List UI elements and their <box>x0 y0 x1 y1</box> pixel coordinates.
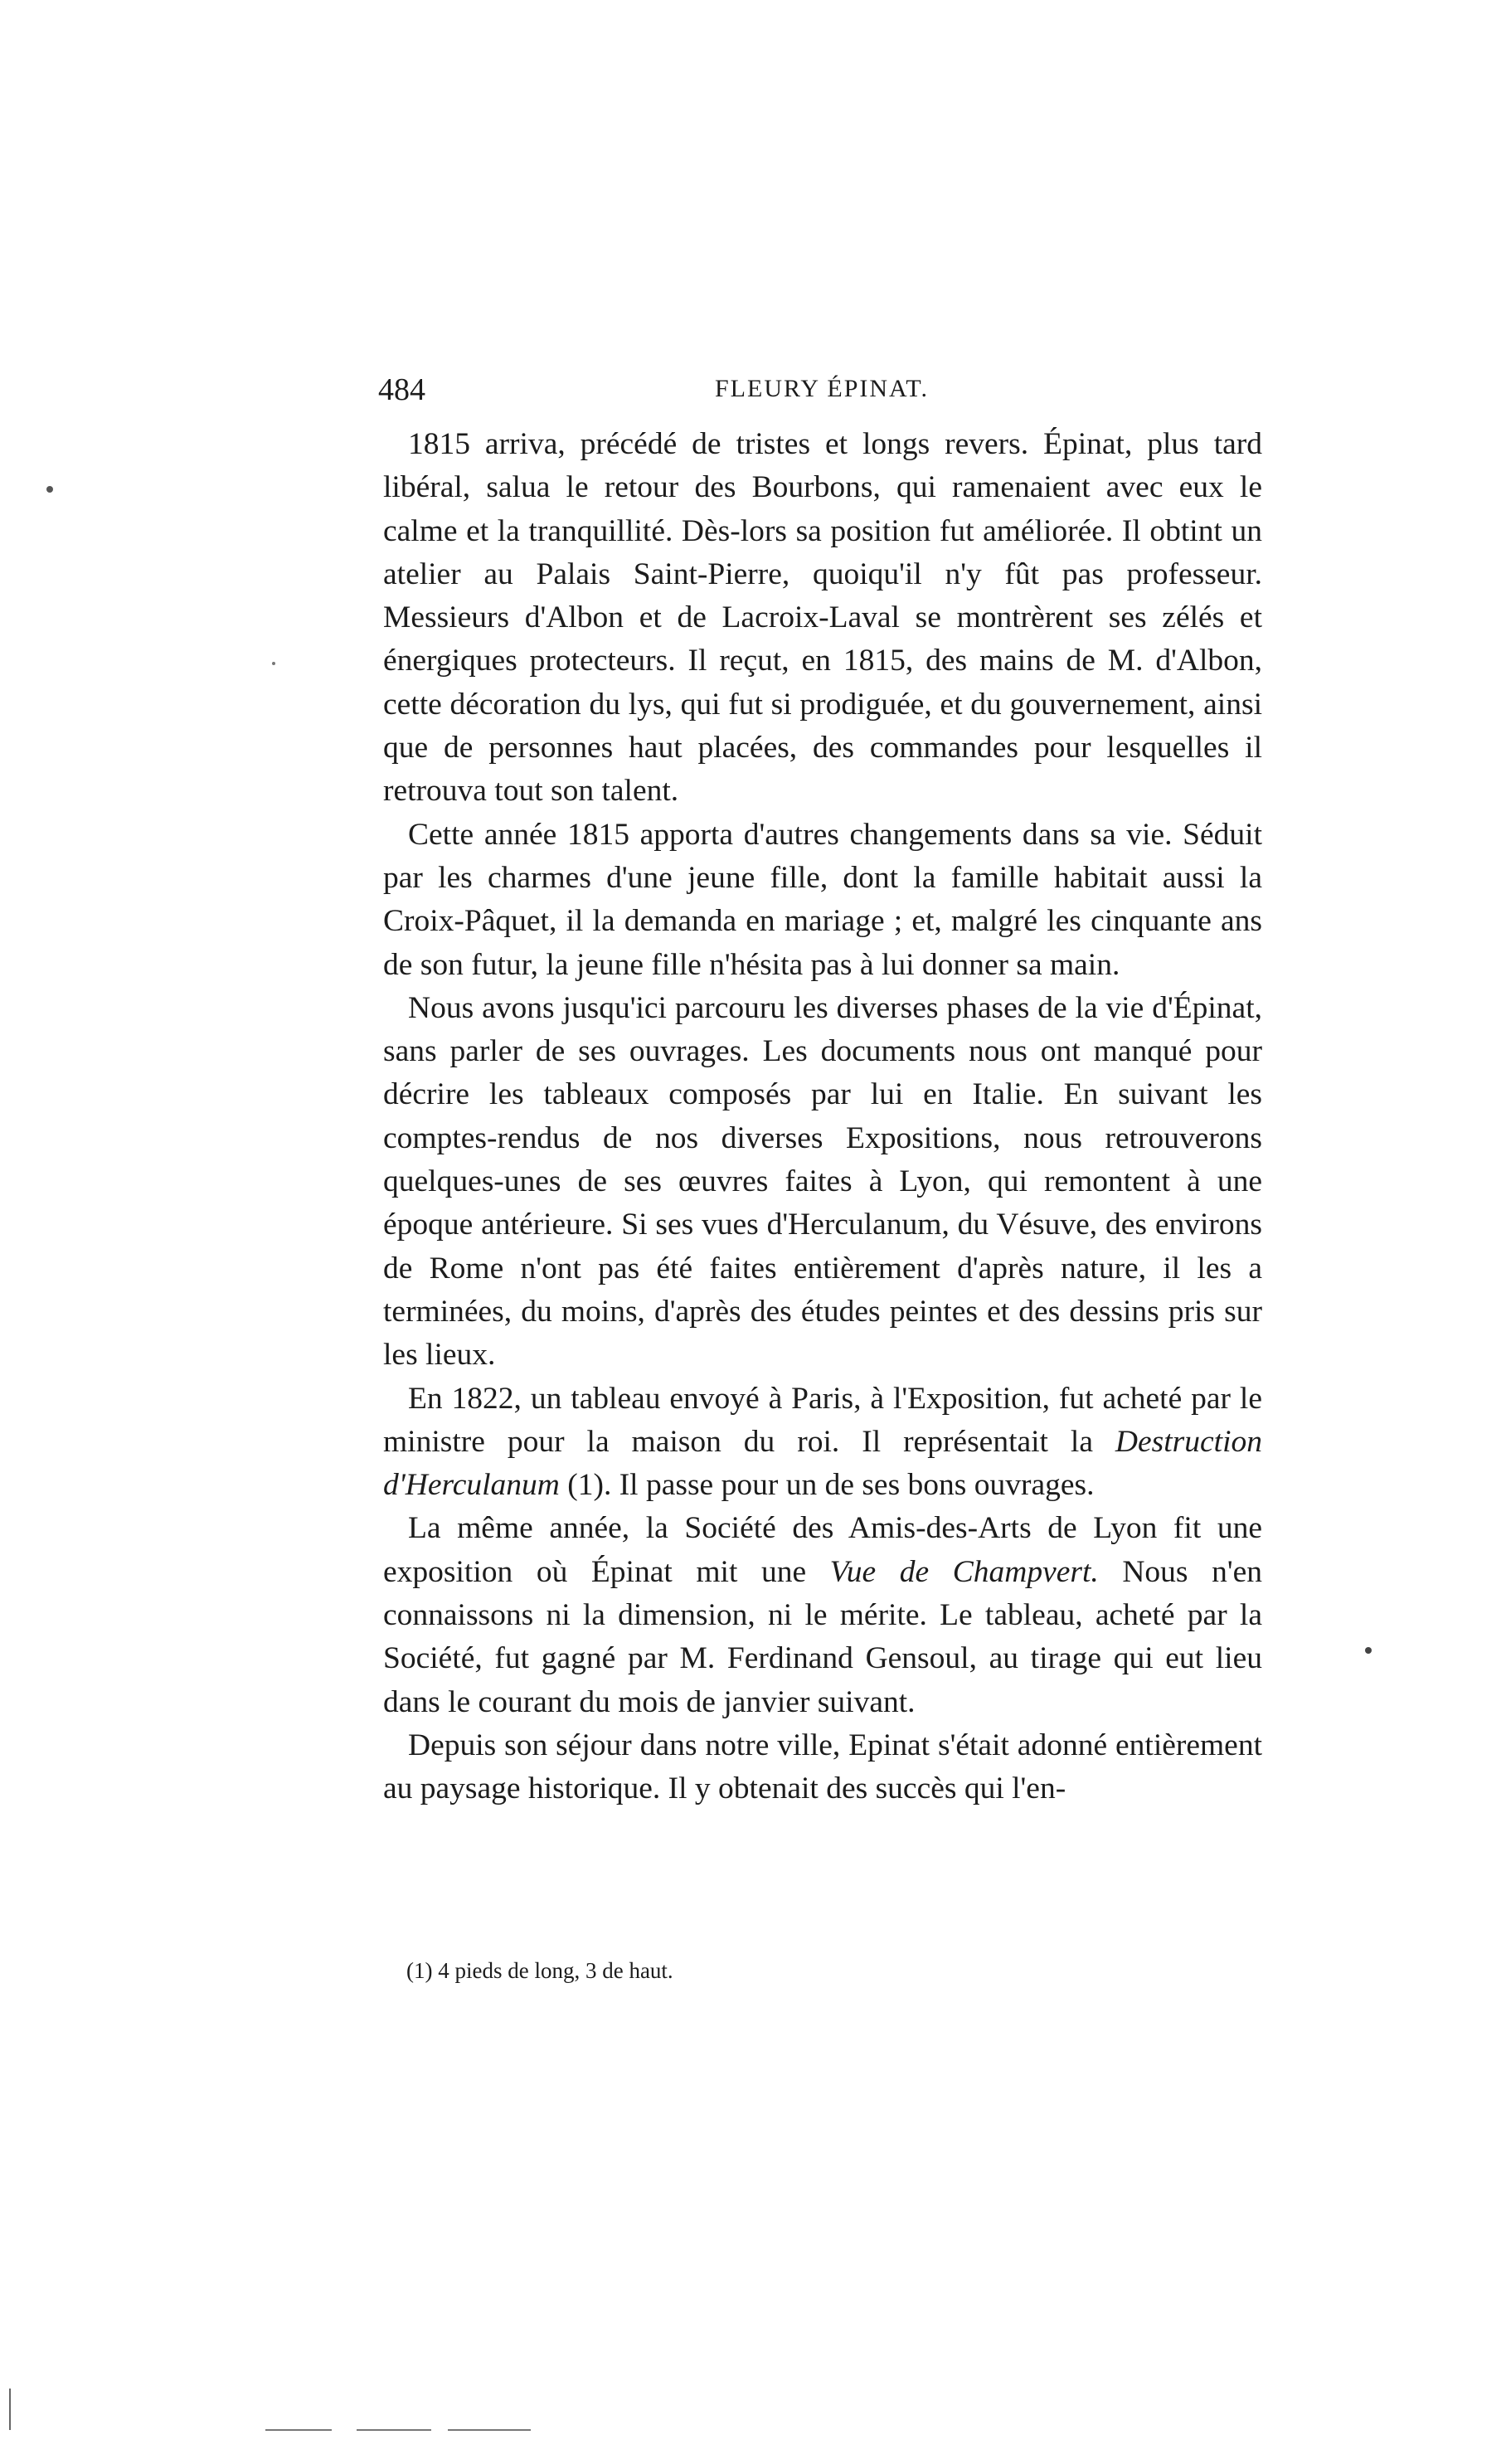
paragraph-3: Nous avons jusqu'ici parcouru les diverses phases de la vie d'Épinat, sans parler de ses ouvrages. Les documents nous ont manqué pour décrire les tableaux composés par lui en Italie. En suivant les comptes-rendus de nos diverses Expositions, nous retrouverons quelques-unes de ses œuvres faites à Lyon, qui remontent à une époque antérieure. Si ses vues d'Herculanum, du Vésuve, des environs de Rome n'ont pas été faites entièrement d'après nature, il les a terminées, du moins, d'après des études peintes et des dessins pris sur les lieux. <box>383 990 1262 1373</box>
paragraph-4-text-b: (1). Il passe pour un de ses bons ouvrages. <box>559 1468 1095 1503</box>
body-text <box>383 423 1262 1811</box>
ink-speck <box>46 486 53 493</box>
paragraph-4 <box>383 1378 1262 1508</box>
painting-title-destruction: Destruction d'Herculanum <box>383 1424 1262 1503</box>
paragraph-1: 1815 arriva, précédé de tristes et longs revers. Épinat, plus tard libéral, salua le retour des Bourbons, qui ramenaient avec eux le calme et la tranquillité. Dès-lors sa position fut améliorée. Il obtint un atelier au Palais Saint-Pierre, quoiqu'il n'y fût pas professeur. Messieurs d'Albon et de Lacroix-Laval se montrèrent ses zélés et énergiques protecteurs. Il reçut, en 1815, des mains de M. d'Albon, cette décoration du lys, qui fut si prodiguée, et du gouvernement, ainsi que de personnes haut placées, des commandes pour lesquelles il retrouva tout son talent. <box>383 427 1262 809</box>
paragraph-6: Depuis son séjour dans notre ville, Epinat s'était adonné entièrement au paysage historique. Il y obtenait des succès qui l'en- <box>383 1728 1262 1806</box>
paragraph-5-text-a: La même année, la Société des Amis-des-Arts de Lyon fit une exposition où Épinat mit une <box>383 1511 1262 1589</box>
paragraph-2: Cette année 1815 apporta d'autres changements dans sa vie. Séduit par les charmes d'une jeune fille, dont la famille habitait aussi la Croix-Pâquet, il la demanda en mariage ; et, malgré les cinquante ans de son futur, la jeune fille n'hésita pas à lui donner sa main. <box>383 817 1262 982</box>
running-head <box>378 372 1266 413</box>
footnote: (1) 4 pieds de long, 3 de haut. <box>406 1958 673 1983</box>
paragraph-5 <box>383 1507 1262 1723</box>
ink-speck <box>272 662 275 665</box>
ink-speck <box>1365 1647 1372 1654</box>
painting-title-champvert: Vue de Champvert. <box>829 1554 1099 1589</box>
page-number: 484 <box>378 372 425 407</box>
paragraph-4-text-a: En 1822, un tableau envoyé à Paris, à l'Exposition, fut acheté par le ministre pour la maison du roi. Il représentait la <box>383 1381 1262 1459</box>
paragraph-5-text-b: Nous n'en connaissons ni la dimension, ni le mérite. Le tableau, acheté par la Société, fut gagné par M. Ferdinand Gensoul, au tirage qui eut lieu dans le courant du mois de janvier suivant. <box>383 1554 1262 1719</box>
running-title: FLEURY ÉPINAT. <box>714 375 929 402</box>
